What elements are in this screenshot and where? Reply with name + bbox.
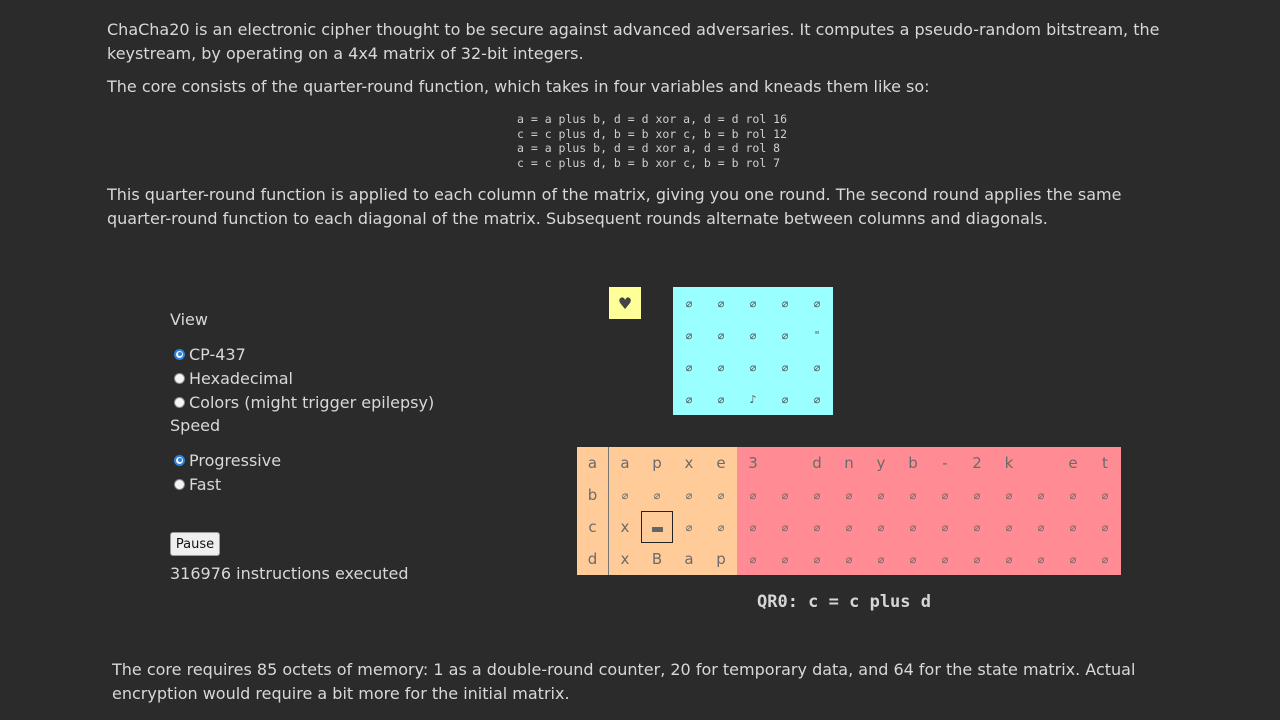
temp-cell: ⌀: [705, 479, 737, 511]
matrix-cell: ⌀: [1089, 479, 1121, 511]
state-cell: ⌀: [781, 392, 789, 406]
temp-cell: B: [641, 543, 673, 575]
matrix-cell: ⌀: [801, 511, 833, 543]
speed-radio[interactable]: [174, 455, 185, 466]
state-cell: ⌀: [717, 328, 725, 342]
matrix-cell: ⌀: [929, 543, 961, 575]
matrix-cell: [769, 447, 801, 479]
state-cell: ⌀: [813, 392, 821, 406]
pause-button[interactable]: Pause: [170, 532, 220, 556]
speed-option-label: Progressive: [189, 450, 282, 470]
temp-cell: a: [673, 543, 705, 575]
temp-cell: ⌀: [673, 479, 705, 511]
matrix-cell: t: [1089, 447, 1121, 479]
state-cell: ⌀: [749, 328, 757, 342]
memory-row-label: b: [577, 479, 609, 511]
code-line: a = a plus b, d = d xor a, d = d rol 16: [517, 112, 788, 126]
matrix-cell: ⌀: [1025, 479, 1057, 511]
matrix-cell: ⌀: [993, 511, 1025, 543]
matrix-cell: ⌀: [769, 479, 801, 511]
intro-paragraph-2: The core consists of the quarter-round function, which takes in four variables and kneads them like so:: [107, 77, 930, 96]
matrix-cell: ⌀: [897, 543, 929, 575]
matrix-cell: ⌀: [737, 511, 769, 543]
instruction-counter: 316976 instructions executed: [170, 564, 409, 583]
matrix-cell: ⌀: [865, 543, 897, 575]
temp-cell: x: [609, 511, 641, 543]
matrix-cell: ⌀: [769, 511, 801, 543]
matrix-cell: ⌀: [993, 479, 1025, 511]
matrix-cell: b: [897, 447, 929, 479]
matrix-cell: ⌀: [929, 511, 961, 543]
round-counter-cell: ♥: [609, 287, 641, 319]
temp-cell: p: [641, 447, 673, 479]
view-radio[interactable]: [174, 373, 185, 384]
matrix-cell: ⌀: [1057, 543, 1089, 575]
state-cell: ⌀: [685, 392, 693, 406]
temp-cell: e: [705, 447, 737, 479]
footer-paragraph: The core requires 85 octets of memory: 1 as a double-round counter, 20 for temporary data, and 64 for the state matrix. Actual encryption would require a bit more for the initial matrix.: [112, 660, 1136, 703]
block-glyph: [652, 527, 663, 532]
matrix-cell: ⌀: [801, 543, 833, 575]
intro-paragraph-3: This quarter-round function is applied to each column of the matrix, giving you one round. The second round applies the same quarter-round function to each diagonal of the matrix. Subsequent rounds alternate between columns and diagonals.: [107, 185, 1122, 228]
speed-option[interactable]: [174, 448, 281, 472]
matrix-cell: ⌀: [961, 511, 993, 543]
temp-cell: ⌀: [705, 511, 737, 543]
speed-option-label: Fast: [189, 474, 222, 494]
state-cell: ⌀: [685, 360, 693, 374]
matrix-cell: ⌀: [833, 543, 865, 575]
temp-cell: x: [673, 447, 705, 479]
matrix-cell: 2: [961, 447, 993, 479]
matrix-cell: ⌀: [865, 479, 897, 511]
matrix-cell: ⌀: [737, 543, 769, 575]
memory-row-label: d: [577, 543, 609, 575]
state-cell: ⌀: [813, 360, 821, 374]
memory-row-label: a: [577, 447, 609, 479]
view-option-label: Colors (might trigger epilepsy): [189, 392, 435, 412]
state-matrix: [673, 287, 833, 415]
state-cell: ⌀: [749, 360, 757, 374]
matrix-cell: ⌀: [1089, 543, 1121, 575]
view-option-label: Hexadecimal: [189, 368, 293, 388]
temp-cell: [641, 511, 673, 543]
temp-cell: x: [609, 543, 641, 575]
matrix-cell: ⌀: [833, 511, 865, 543]
view-radio[interactable]: [174, 397, 185, 408]
state-cell: ⌀: [717, 296, 725, 310]
matrix-cell: ⌀: [1025, 543, 1057, 575]
state-cell: ⌀: [813, 296, 821, 310]
speed-radio[interactable]: [174, 479, 185, 490]
matrix-cell: ⌀: [897, 479, 929, 511]
temp-cell: ⌀: [609, 479, 641, 511]
current-step-label: QR0: c = c plus d: [757, 592, 931, 612]
view-label: View: [170, 310, 208, 329]
matrix-cell: e: [1057, 447, 1089, 479]
view-option-label: CP-437: [189, 344, 246, 364]
state-cell: ⌀: [781, 328, 789, 342]
matrix-cell: k: [993, 447, 1025, 479]
state-cell: ⌀: [717, 392, 725, 406]
matrix-cell: ⌀: [801, 479, 833, 511]
quarter-round-code: [517, 112, 787, 171]
view-radio[interactable]: [174, 349, 185, 360]
matrix-cell: ⌀: [1089, 511, 1121, 543]
matrix-cell: 3: [737, 447, 769, 479]
matrix-cell: [1025, 447, 1057, 479]
state-cell: ": [814, 328, 820, 342]
matrix-cell: y: [865, 447, 897, 479]
state-cell: ⌀: [685, 296, 693, 310]
view-option[interactable]: [174, 390, 434, 414]
temp-cell: ⌀: [641, 479, 673, 511]
matrix-cell: n: [833, 447, 865, 479]
matrix-cell: ⌀: [1057, 479, 1089, 511]
matrix-cell: ⌀: [1057, 511, 1089, 543]
matrix-cell: ⌀: [897, 511, 929, 543]
matrix-cell: ⌀: [1025, 511, 1057, 543]
state-cell: ⌀: [717, 360, 725, 374]
matrix-cell: ⌀: [833, 479, 865, 511]
speed-option[interactable]: [174, 472, 221, 496]
matrix-cell: ⌀: [993, 543, 1025, 575]
memory-grid: [577, 447, 1121, 575]
state-cell: ⌀: [781, 360, 789, 374]
matrix-cell: ⌀: [961, 479, 993, 511]
matrix-cell: -: [929, 447, 961, 479]
code-line: a = a plus b, d = d xor a, d = d rol 8: [517, 141, 781, 156]
state-cell: ♪: [749, 392, 757, 406]
memory-row-label: c: [577, 511, 609, 543]
state-cell: ⌀: [781, 296, 789, 310]
view-option[interactable]: [174, 342, 246, 366]
state-cell: ⌀: [685, 328, 693, 342]
matrix-cell: d: [801, 447, 833, 479]
temp-cell: a: [609, 447, 641, 479]
code-line: c = c plus d, b = b xor c, b = b rol 7: [517, 156, 781, 171]
matrix-cell: ⌀: [929, 479, 961, 511]
speed-label: Speed: [170, 416, 221, 435]
matrix-cell: ⌀: [961, 543, 993, 575]
code-line: c = c plus d, b = b xor c, b = b rol 12: [517, 126, 788, 141]
matrix-cell: ⌀: [865, 511, 897, 543]
matrix-cell: ⌀: [737, 479, 769, 511]
temp-cell: ⌀: [673, 511, 705, 543]
state-cell: ⌀: [749, 296, 757, 310]
temp-cell: p: [705, 543, 737, 575]
view-option[interactable]: [174, 366, 293, 390]
intro-paragraph-1: ChaCha20 is an electronic cipher thought to be secure against advanced adversaries. It computes a pseudo-random bitstream, the keystream, by operating on a 4x4 matrix of 32-bit integers.: [107, 20, 1160, 63]
matrix-cell: ⌀: [769, 543, 801, 575]
